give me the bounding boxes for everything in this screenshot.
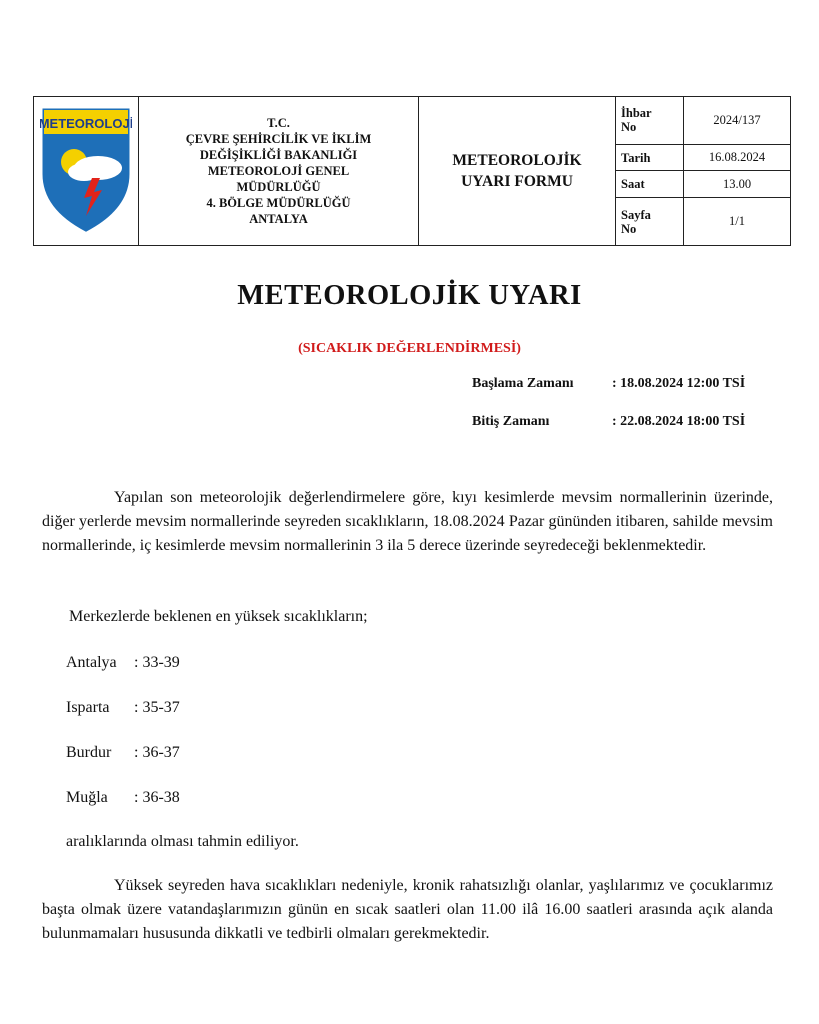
meta-label-line: No <box>621 120 637 135</box>
forecast-closing: aralıklarında olması tahmin ediliyor. <box>66 833 299 850</box>
meta-value: 2024/137 <box>684 97 791 144</box>
logo-text: METEOROLOJİ <box>40 115 132 131</box>
document-subtitle: (SICAKLIK DEĞERLENDİRMESİ) <box>298 341 521 356</box>
document-title: METEOROLOJİK UYARI <box>237 280 582 311</box>
org-line: ANTALYA <box>249 212 308 226</box>
meta-label-line: Saat <box>621 177 645 192</box>
meta-label <box>616 144 684 171</box>
meta-row-sayfa <box>616 198 790 245</box>
advisory-paragraph: Yüksek seyreden hava sıcaklıkları nedeniyle, kronik rahatsızlığı olanlar, yaşlılarımız ve çocuklarımız başta olmak üzere vatandaşlarımızın günün en sıcak saatleri olan 11.00 ilâ 16.00 saatleri arasında açık alanda bulunmamaları hususunda dikkatli ve tedbirli olmaları gerekmektedir. <box>42 877 773 942</box>
form-title-cell <box>419 97 616 246</box>
city-range: : 33-39 <box>134 654 180 671</box>
city-name: Muğla <box>66 789 108 806</box>
meta-label-line: No <box>621 221 637 236</box>
city-name: Burdur <box>66 744 112 761</box>
organization-cell <box>139 97 419 246</box>
logo-cell <box>34 97 139 246</box>
meta-table <box>616 97 790 245</box>
meta-row-tarih <box>616 144 790 171</box>
city-range: : 36-38 <box>134 789 180 806</box>
meta-label <box>616 171 684 198</box>
form-header-table <box>33 96 791 246</box>
org-line: T.C. <box>267 116 290 130</box>
meta-value: 13.00 <box>684 171 791 198</box>
meta-label <box>616 97 684 144</box>
cities-intro: Merkezlerde beklenen en yüksek sıcaklıkların; <box>69 608 368 625</box>
body-paragraph: Yapılan son meteorolojik değerlendirmelere göre, kıyı kesimlerde mevsim normallerinin üzerinde, diğer yerlerde mevsim normallerinde seyreden sıcaklıkların, 18.08.2024 Pazar gününden itibaren, sahilde mevsim normallerinde, iç kesimlerde mevsim normallerinin 3 ila 5 derece üzerinde seyredeceği beklenmektedir. <box>42 489 773 554</box>
meta-label <box>616 198 684 245</box>
meteoroloji-logo <box>40 104 132 234</box>
start-time-label: Başlama Zamanı <box>472 376 574 391</box>
org-line: MÜDÜRLÜĞÜ <box>236 180 321 194</box>
end-time-label: Bitiş Zamanı <box>472 414 550 429</box>
meta-value: 16.08.2024 <box>684 144 791 171</box>
meta-row-saat <box>616 171 790 198</box>
form-title-line: METEOROLOJİK <box>452 152 582 169</box>
org-line: METEOROLOJİ GENEL <box>207 164 350 178</box>
org-line: DEĞİŞİKLİĞİ BAKANLIĞI <box>199 148 358 162</box>
org-line: ÇEVRE ŞEHİRCİLİK VE İKLİM <box>185 132 372 146</box>
start-time-value: : 18.08.2024 12:00 TSİ <box>612 376 746 391</box>
meta-label-line: İhbar <box>621 106 652 121</box>
org-line: 4. BÖLGE MÜDÜRLÜĞÜ <box>206 196 351 210</box>
city-range: : 36-37 <box>134 744 180 761</box>
city-name: Antalya <box>66 654 117 671</box>
meta-row-ihbar <box>616 97 790 144</box>
city-range: : 35-37 <box>134 699 180 716</box>
meta-value: 1/1 <box>729 214 745 229</box>
meta-label-line: Tarih <box>621 150 651 165</box>
city-name: Isparta <box>66 699 110 716</box>
end-time-value: : 22.08.2024 18:00 TSİ <box>612 414 746 429</box>
meta-label-line: Sayfa <box>621 207 651 222</box>
meta-cell <box>616 97 791 246</box>
form-title-line: UYARI FORMU <box>461 173 573 190</box>
